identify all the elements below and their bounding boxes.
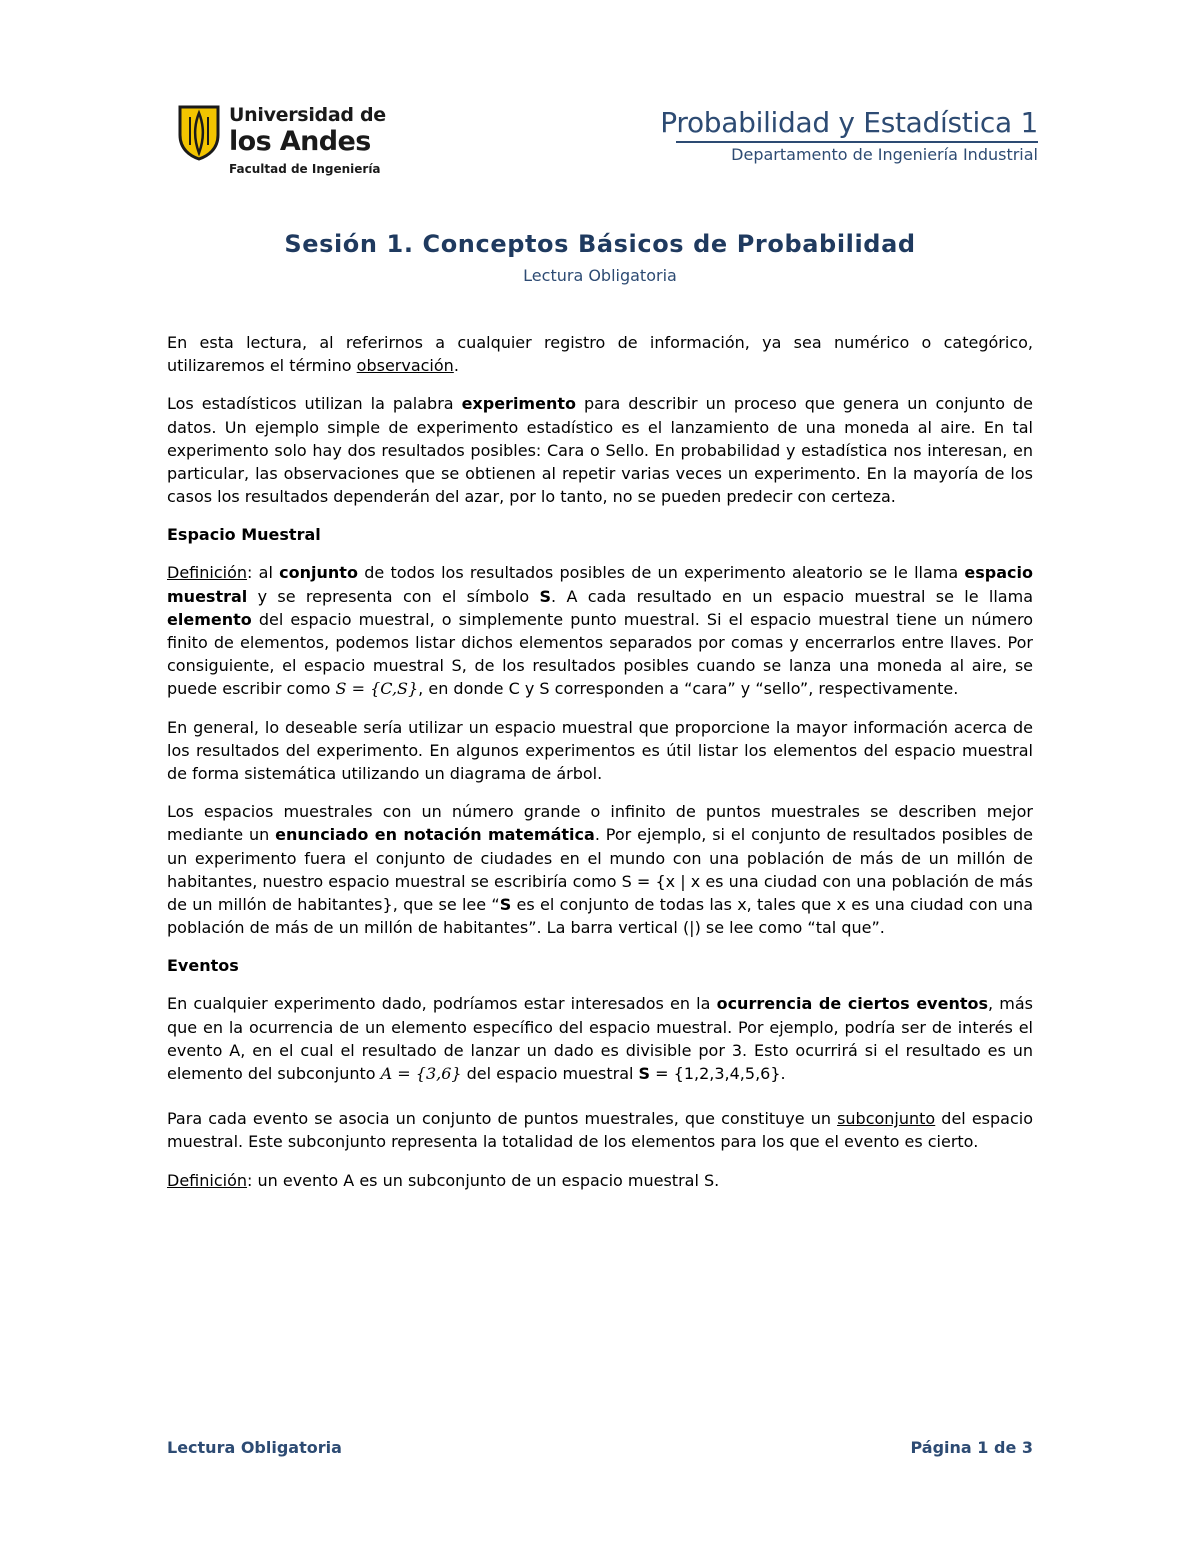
logo-line-3: Facultad de Ingeniería (229, 162, 381, 176)
logo-line-1: Universidad de (229, 104, 386, 126)
page-number: Página 1 de 3 (910, 1438, 1033, 1457)
course-title: Probabilidad y Estadística 1 (660, 106, 1038, 139)
definicion-label: Definición (167, 563, 247, 583)
heading-eventos: Eventos (167, 956, 239, 976)
department-name: Departamento de Ingeniería Industrial (731, 145, 1038, 164)
paragraph-experimento: Los estadísticos utilizan la palabra experimento para describir un proceso que genera un conjunto de datos. Un ejemplo simple de experimento estadístico es el lanzamiento de una moneda al aire. En tal experimento solo hay dos resultados posibles: Cara o Sello. En probabilidad y estadística nos interesan, en particular, las observaciones que se obtienen al repetir varias veces un experimento. En la mayoría de los casos los resultados dependerán del azar, por lo tanto, no se pueden predecir con certeza. (167, 394, 1033, 507)
term-experimento: experimento (461, 394, 576, 414)
paragraph-eventos: En cualquier experimento dado, podríamos estar interesados en la ocurrencia de ciertos eventos, más que en la ocurrencia de un elemento específico del espacio muestral. Por ejemplo, podría ser de interés el evento A, en el cual el resultado de lanzar un dado es divisible por 3. Esto ocurrirá si el resultado es un elemento del subconjunto A = {3,6} del espacio muestral S = {1,2,3,4,5,6}. (167, 994, 1033, 1084)
term-observacion: observación (356, 356, 454, 376)
logo-text (229, 103, 386, 179)
paragraph-definicion-espacio: Definición: al conjunto de todos los resultados posibles de un experimento aleatorio se le llama espacio muestral y se representa con el símbolo S. A cada resultado en un espacio muestral se le llama elemento del espacio muestral, o simplemente punto muestral. Si el espacio muestral tiene un número finito de elementos, podemos listar dichos elementos separados por comas y encerrarlos entre llaves. Por consiguiente, el espacio muestral S, de los resultados posibles cuando se lanza una moneda al aire, se puede escribir como S = {C,S}, en donde C y S corresponden a “cara” y “sello”, respectivamente. (167, 563, 1034, 699)
footer-label: Lectura Obligatoria (167, 1438, 342, 1457)
university-logo (176, 103, 386, 181)
math-sample-space: S = {C,S} (335, 679, 419, 699)
document-title: Sesión 1. Conceptos Básicos de Probabilidad (284, 230, 916, 258)
heading-espacio-muestral: Espacio Muestral (167, 525, 321, 545)
logo-line-2: los Andes (229, 126, 371, 157)
paragraph-diagrama-arbol: En general, lo deseable sería utilizar un espacio muestral que proporcione la mayor información acerca de los resultados del experimento. En algunos experimentos es útil listar los elementos del espacio muestral de forma sistemática utilizando un diagrama de árbol. (167, 717, 1033, 784)
paragraph-subconjunto: Para cada evento se asocia un conjunto de puntos muestrales, que constituye un subconjunto del espacio muestral. Este subconjunto representa la totalidad de los elementos para los que el evento es cierto. (167, 1109, 1033, 1152)
document-body (167, 331, 1033, 1207)
header-divider (676, 141, 1038, 143)
shield-icon (176, 105, 222, 161)
paragraph-observacion: En esta lectura, al referirnos a cualquier registro de información, ya sea numérico o categórico, utilizaremos el término observación. (167, 333, 1033, 376)
paragraph-notacion: Los espacios muestrales con un número grande o infinito de puntos muestrales se describen mejor mediante un enunciado en notación matemática. Por ejemplo, si el conjunto de resultados posibles de un experimento fuera el conjunto de ciudades en el mundo con una población de más de un millón de habitantes, nuestro espacio muestral se escribiría como S = {x | x es una ciudad con una población de más de un millón de habitantes}, que se lee “S es el conjunto de todas las x, tales que x es una ciudad con una población de más de un millón de habitantes”. La barra vertical (|) se lee como “tal que”. (167, 802, 1034, 938)
paragraph-definicion-evento: Definición: un evento A es un subconjunto de un espacio muestral S. (167, 1170, 720, 1190)
math-subset: A = {3,6} (380, 1064, 462, 1084)
document-subtitle: Lectura Obligatoria (523, 266, 677, 285)
definicion-label: Definición (167, 1170, 247, 1190)
term-subconjunto: subconjunto (837, 1109, 936, 1129)
